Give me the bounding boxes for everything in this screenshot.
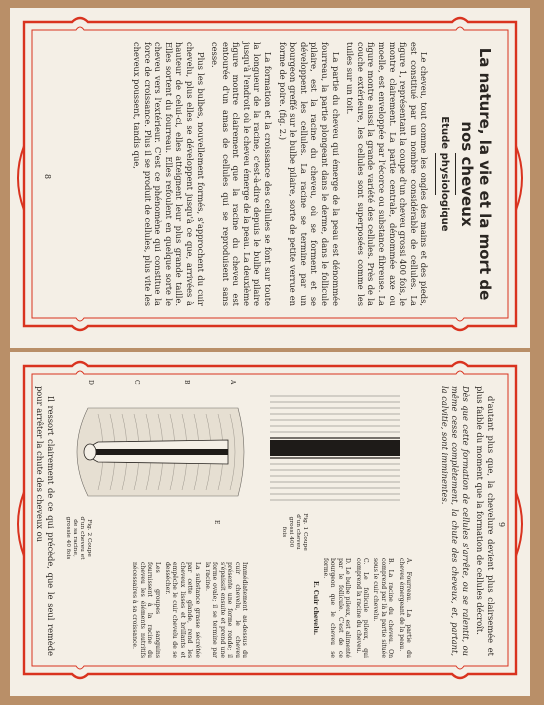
chapter-title: La nature, la vie et la mort de nos cheveux — [458, 47, 494, 301]
legend-item: A. Fourreau. La partie du cheveu émergeant de la peau. — [397, 558, 412, 658]
figure-1-legend — [308, 558, 412, 658]
right-intro — [435, 386, 496, 656]
left-page — [10, 8, 530, 348]
intro-text: d'autant plus que, la chevelure devient plus clairsemée et plus faible du moment que la formation de cellules décroît. — [475, 386, 496, 656]
figure-2-label-a: A — [229, 380, 236, 385]
paragraph: La formation et la croissance des cellules se font sur toute la longueur de la racine, c'est-à-dire depuis le bulbe pilaire jusqu'à l'endroit où le cheveu émerge de la peau. La deuxième figure montre clairement que la racine du cheveu est entourée d'un amas de cellules qui se reproduisent sans cesse. — [210, 42, 274, 306]
legend-item: E. Cuir chevelu. — [311, 580, 319, 636]
legend-item: D. Le bulbe pileux, est alimenté par le follicule. C'est de ce bourgeon que le cheveu se forme. — [321, 558, 352, 658]
page-number-left: 8 — [43, 174, 52, 180]
title-rule — [455, 153, 456, 195]
paragraph: Le cheveu, tout comme les ongles des mains et des pieds, est constitué par un nombre considérable de cellules. La figure 1, représentant la coupe d'un cheveu grossi 400 fois, le montre clairement. La partie centrale, dénommée axe ou moelle, est enveloppée par l'écorce ou substance fibreuse. La figure montre aussi la grande variété des cellules. Près de la couche extérieure, les cellules sont superposées comme les tuiles sur un toit. — [345, 42, 430, 306]
figure-2-label-c: C — [133, 380, 140, 385]
note: Immédiatement au-dessus du cuir chevelu, le cheveu présente une forme ronde; il s'épaissit ensuite et prend une forme ovale; il se termine par la racine. — [203, 562, 248, 658]
figure-notes — [128, 562, 248, 658]
intro-emphasis: Dès que cette formation de cellules s'arrête, ou se ralentit, ou même cesse complètement, la chute des cheveux, et, partant, la calvitie, sont imminentes. — [439, 386, 471, 656]
paragraph: La partie du cheveu qui émerge de la peau est dénommée fourreau, la partie plongeant dans le derme, dans le follicule pilaire, est la racine du cheveu, où se forment et se développent les cellules. La racine se termine par un bourgeon greffé sur le bulbe pilaire, sorte de petite verrue en forme de poire. (fig. 2.) — [277, 42, 341, 306]
note: Les groupes sanguins fournissent à la racine du cheveu les éléments nutritifs nécessaires à sa croissance. — [131, 562, 161, 658]
figure-2-hair-root — [58, 388, 248, 516]
section-subtitle: Etude physiologique — [439, 116, 450, 232]
figure-2-label-d: D — [87, 380, 94, 385]
figure-1-caption: Fig. 1 Coupe d'un cheveu grossi 400 fois — [281, 513, 308, 551]
figure-2-label-e: E — [213, 520, 220, 525]
right-page — [10, 352, 530, 696]
closing-text — [31, 386, 56, 656]
left-text-column — [127, 42, 494, 306]
page-number-right: 9 — [497, 522, 506, 528]
subtitle-rule — [435, 153, 436, 195]
closing-paragraph: Il ressort clairement de ce qui précède, que le seul remède pour arrêter la chute des cheveux ou — [35, 386, 56, 656]
legend-item: C. Le follicule pileux, qui comprend la racine du cheveu. — [354, 558, 369, 658]
figure-1-hair-section — [260, 388, 410, 508]
note: La substance grasse sécrétée par cette glande, rend les cheveux lisses et brillants et empêche le cuir chevelu de se dessécher. — [163, 562, 201, 658]
paragraph: Plus les bulbes, nouvellement formés, s'approchent du cuir chevelu, plus elles se développent jusqu'à ce que, arrivées à hauteur de celui-ci, elles atteignent leur plus grande taille. Elles sortent du fourreau. Elles refoulent en quelque sorte le cheveu vers l'extérieur. C'est ce phénomène qui constitue la force de croissance. Plus il se produit de cellules, plus vite les cheveux poussent, tandis que, — [131, 42, 206, 306]
figure-2-label-b: B — [183, 380, 190, 385]
legend-item: B. La racine du cheveu. On comprend par là la partie située sous le cuir chevelu. — [372, 558, 395, 658]
figure-2-caption: Fig. 2 Coupe d'un cheveu et de sa racine, grossie 40 fois — [65, 516, 92, 560]
